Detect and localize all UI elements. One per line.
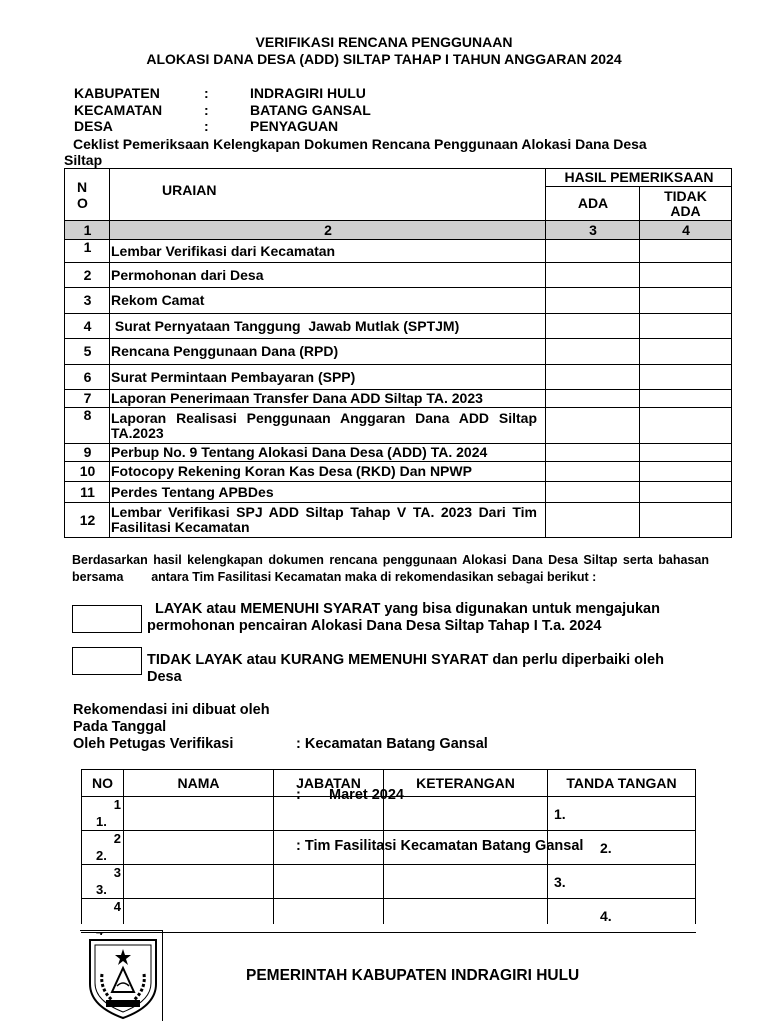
option-layak-line2: permohonan pencairan Alokasi Dana Desa Siltap Tahap I T.a. 2024 xyxy=(147,618,602,634)
ada-cell[interactable] xyxy=(546,503,640,538)
info-labels xyxy=(74,85,162,135)
sig-no-top: 4 xyxy=(113,899,121,914)
row-no: 1 xyxy=(65,240,110,263)
row-uraian: Fotocopy Rekening Koran Kas Desa (RKD) Dan NPWP xyxy=(110,462,546,482)
row-no: 6 xyxy=(65,365,110,390)
label-tanggal: Pada Tanggal xyxy=(73,719,167,735)
col-number: 3 xyxy=(546,221,640,240)
sig-keterangan-cell[interactable] xyxy=(384,865,548,899)
ada-cell[interactable] xyxy=(546,240,640,263)
signature-table xyxy=(81,769,696,933)
row-no: 4 xyxy=(65,314,110,339)
header-tidak-ada: TIDAK ADA xyxy=(640,187,732,221)
value-dibuat-oleh: : Kecamatan Batang Gansal xyxy=(296,736,488,752)
recommendation-labels xyxy=(73,702,270,753)
tidak-ada-cell[interactable] xyxy=(640,263,732,288)
tidak-ada-cell[interactable] xyxy=(640,390,732,408)
row-no: 10 xyxy=(65,462,110,482)
row-no: 9 xyxy=(65,444,110,462)
ada-cell[interactable] xyxy=(546,408,640,444)
signature-row xyxy=(82,865,696,899)
row-no: 2 xyxy=(65,263,110,288)
sig-no-bottom: 1. xyxy=(96,814,107,829)
table-row xyxy=(65,263,732,288)
sig-ttd-cell[interactable]: 2. xyxy=(548,831,696,865)
tidak-ada-cell[interactable] xyxy=(640,408,732,444)
title-line-1: VERIFIKASI RENCANA PENGGUNAAN xyxy=(255,34,513,50)
value-tanggal: : Maret 2024 xyxy=(296,787,404,803)
sig-no-top: 2 xyxy=(113,831,121,846)
option-layak-line1: LAYAK atau MEMENUHI SYARAT yang bisa digunakan untuk mengajukan xyxy=(147,601,660,617)
table-row xyxy=(65,462,732,482)
col-number: 4 xyxy=(640,221,732,240)
header-jabatan: JABATAN xyxy=(274,770,384,797)
sig-no-bottom: 2. xyxy=(96,848,107,863)
sig-no-cell xyxy=(82,831,124,865)
government-name: PEMERINTAH KABUPATEN INDRAGIRI HULU xyxy=(246,967,580,984)
row-uraian: Laporan Penerimaan Transfer Dana ADD Siltap TA. 2023 xyxy=(110,390,546,408)
tidak-ada-cell[interactable] xyxy=(640,288,732,314)
sig-jabatan-cell[interactable] xyxy=(274,797,384,831)
ada-cell[interactable] xyxy=(546,444,640,462)
ada-cell[interactable] xyxy=(546,482,640,503)
sig-ttd-cell[interactable]: 1. xyxy=(548,797,696,831)
tidak-ada-cell[interactable] xyxy=(640,339,732,365)
table-row xyxy=(65,339,732,365)
ada-cell[interactable] xyxy=(546,339,640,365)
row-uraian: Permohonan dari Desa xyxy=(110,263,546,288)
table-row xyxy=(65,503,732,538)
page-break-mask xyxy=(70,924,710,932)
header-hasil: HASIL PEMERIKSAAN xyxy=(546,169,732,187)
label-kabupaten: KABUPATEN xyxy=(74,85,160,101)
header-nama: NAMA xyxy=(124,770,274,797)
option-tidak-layak-line1: TIDAK LAYAK atau KURANG MEMENUHI SYARAT dan perlu diperbaiki oleh xyxy=(147,652,664,668)
label-desa: DESA xyxy=(74,118,113,134)
regency-emblem-logo xyxy=(84,934,162,1020)
row-uraian: Perdes Tentang APBDes xyxy=(110,482,546,503)
row-uraian: Rencana Penggunaan Dana (RPD) xyxy=(110,339,546,365)
option-tidak-layak-line2: Desa xyxy=(147,669,182,685)
sig-ttd-cell[interactable]: 3. xyxy=(548,865,696,899)
sig-no-top: 1 xyxy=(113,797,121,812)
ada-cell[interactable] xyxy=(546,462,640,482)
column-number-row xyxy=(65,221,732,240)
table-row xyxy=(65,390,732,408)
colon: : xyxy=(204,118,209,134)
row-no: 11 xyxy=(65,482,110,503)
value-desa: PENYAGUAN xyxy=(250,118,339,134)
sig-no-cell xyxy=(82,797,124,831)
sig-jabatan-cell[interactable] xyxy=(274,865,384,899)
label-petugas: Oleh Petugas Verifikasi xyxy=(73,736,234,752)
colon: : xyxy=(204,101,209,118)
sig-no-cell xyxy=(82,865,124,899)
sig-nama-cell[interactable] xyxy=(124,865,274,899)
ada-cell[interactable] xyxy=(546,390,640,408)
checklist-table xyxy=(64,168,732,538)
ada-cell[interactable] xyxy=(546,365,640,390)
row-uraian: Surat Pernyataan Tanggung Jawab Mutlak (SPTJM) xyxy=(110,314,546,339)
value-petugas: : Tim Fasilitasi Kecamatan Batang Gansal xyxy=(296,838,584,854)
info-values xyxy=(250,85,371,135)
value-kecamatan: BATANG GANSAL xyxy=(250,101,371,118)
row-no: 12 xyxy=(65,503,110,538)
table-row xyxy=(65,482,732,503)
tidak-ada-cell[interactable] xyxy=(640,314,732,339)
col-number: 2 xyxy=(110,221,546,240)
sig-nama-cell[interactable] xyxy=(124,797,274,831)
table-row xyxy=(65,365,732,390)
header-no: NO xyxy=(82,770,124,797)
row-uraian: Laporan Realisasi Penggunaan Anggaran Dana ADD Siltap TA.2023 xyxy=(110,408,546,444)
option-checkbox-tidak-layak[interactable] xyxy=(72,647,142,675)
option-checkbox-layak[interactable] xyxy=(72,605,142,633)
row-uraian: Lembar Verifikasi SPJ ADD Siltap Tahap V TA. 2023 Dari Tim Fasilitasi Kecamatan xyxy=(110,503,546,538)
label-dibuat-oleh: Rekomendasi ini dibuat oleh xyxy=(73,702,270,718)
sig-no-top: 3 xyxy=(113,865,121,880)
sig-keterangan-cell[interactable] xyxy=(384,831,548,865)
checklist-title: Ceklist Pemeriksaan Kelengkapan Dokumen Rencana Penggunaan Alokasi Dana Desa xyxy=(73,136,647,152)
col-number: 1 xyxy=(65,221,110,240)
table-row xyxy=(65,444,732,462)
sig-no-bottom: 3. xyxy=(96,882,107,897)
label-kecamatan: KECAMATAN xyxy=(74,101,163,118)
title-line-2: ALOKASI DANA DESA (ADD) SILTAP TAHAP I TAHUN ANGGARAN 2024 xyxy=(146,51,622,67)
row-no: 5 xyxy=(65,339,110,365)
header-no: N O xyxy=(65,169,110,221)
table-row xyxy=(65,314,732,339)
checklist-title-cont: Siltap xyxy=(64,152,103,168)
table-row xyxy=(65,240,732,263)
tidak-ada-cell[interactable] xyxy=(640,444,732,462)
header-uraian: URAIAN xyxy=(110,169,546,221)
row-no: 3 xyxy=(65,288,110,314)
tidak-ada-cell[interactable] xyxy=(640,240,732,263)
row-uraian: Perbup No. 9 Tentang Alokasi Dana Desa (ADD) TA. 2024 xyxy=(110,444,546,462)
colon: : xyxy=(204,85,209,101)
signature-header-row xyxy=(82,770,696,797)
header-tanda-tangan: TANDA TANGAN xyxy=(548,770,696,797)
row-uraian: Rekom Camat xyxy=(110,288,546,314)
signature-row xyxy=(82,831,696,865)
table-row xyxy=(65,288,732,314)
tidak-ada-cell[interactable] xyxy=(640,482,732,503)
sig-keterangan-cell[interactable] xyxy=(384,797,548,831)
ada-cell[interactable] xyxy=(546,288,640,314)
row-no: 8 xyxy=(65,408,110,444)
ada-cell[interactable] xyxy=(546,263,640,288)
info-colons xyxy=(204,85,209,135)
tidak-ada-cell[interactable] xyxy=(640,462,732,482)
sig-jabatan-cell[interactable] xyxy=(274,831,384,865)
row-uraian: Surat Permintaan Pembayaran (SPP) xyxy=(110,365,546,390)
tidak-ada-cell[interactable] xyxy=(640,503,732,538)
row-no: 7 xyxy=(65,390,110,408)
tidak-ada-cell[interactable] xyxy=(640,365,732,390)
sig-ttd-cell[interactable]: 4. xyxy=(548,899,696,933)
ada-cell[interactable] xyxy=(546,314,640,339)
sig-nama-cell[interactable] xyxy=(124,831,274,865)
row-uraian: Lembar Verifikasi dari Kecamatan xyxy=(110,240,546,263)
conclusion-paragraph: Berdasarkan hasil kelengkapan dokumen rencana penggunaan Alokasi Dana Desa Siltap serta bahasan bersama antara Tim Fasilitasi Kecamatan maka di rekomendasikan sebagai berikut : xyxy=(72,553,713,584)
signature-row xyxy=(82,797,696,831)
value-kabupaten: INDRAGIRI HULU xyxy=(250,85,366,101)
header-keterangan: KETERANGAN xyxy=(384,770,548,797)
table-row xyxy=(65,408,732,444)
header-ada: ADA xyxy=(546,187,640,221)
